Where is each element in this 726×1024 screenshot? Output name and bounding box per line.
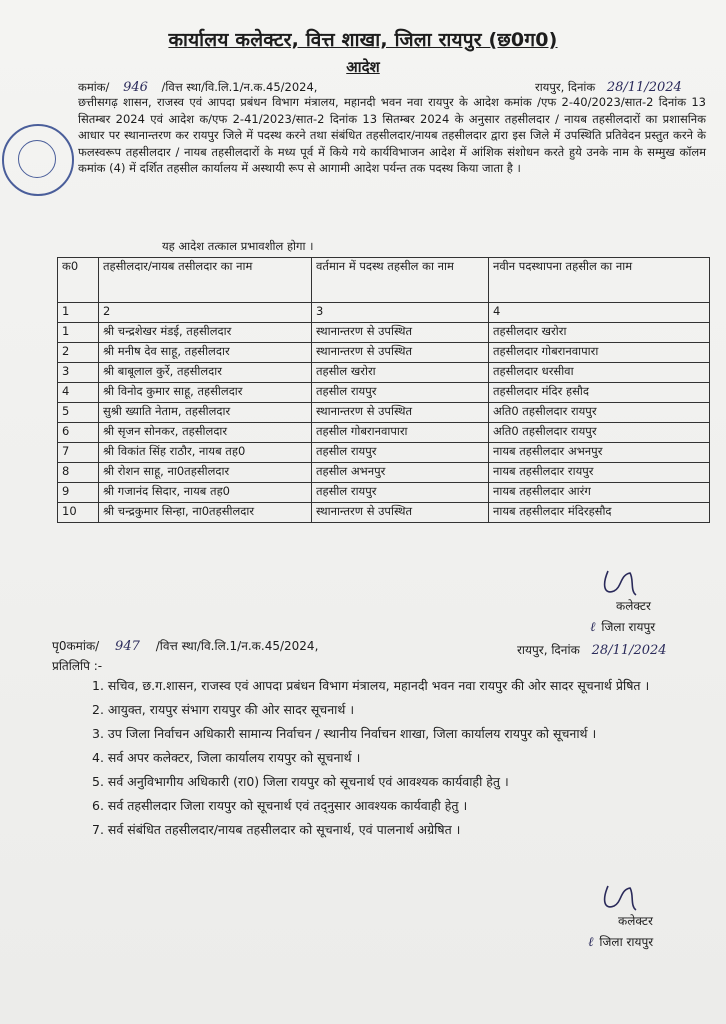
table-cell: 8 xyxy=(58,463,99,483)
table-row xyxy=(58,463,710,483)
table-row xyxy=(58,403,710,423)
table-cell: नायब तहसीलदार मंदिरहसौद xyxy=(489,503,710,523)
table-cell: स्थानान्तरण से उपस्थित xyxy=(312,323,489,343)
table-cell: स्थानान्तरण से उपस्थित xyxy=(312,403,489,423)
table-cell: 1 xyxy=(58,303,99,323)
table-cell: अति0 तहसीलदार रायपुर xyxy=(489,403,710,423)
table-cell: 4 xyxy=(489,303,710,323)
table-cell: 1 xyxy=(58,323,99,343)
table-row xyxy=(58,383,710,403)
endorsement-label: पृ0कमांक/ xyxy=(52,639,100,653)
table-cell: श्री मनीष देव साहू, तहसीलदार xyxy=(99,343,312,363)
signature2-district: ℓ जिला रायपुर xyxy=(588,935,654,950)
table-cell: सुश्री ख्याति नेताम, तहसीलदार xyxy=(99,403,312,423)
table-index-row xyxy=(58,303,710,323)
list-item: 3. उप जिला निर्वाचन अधिकारी सामान्य निर्वाचन / स्थानीय निर्वाचन शाखा, जिला कार्यालय रायपुर को सूचनार्थ । xyxy=(92,726,597,741)
table-cell: स्थानान्तरण से उपस्थित xyxy=(312,503,489,523)
order-heading: आदेश xyxy=(346,58,380,76)
office-title: कार्यालय कलेक्टर, वित्त शाखा, जिला रायपुर (छ0ग0) xyxy=(168,29,558,51)
endorsement-date-line xyxy=(517,641,667,658)
endorsement-ref-line xyxy=(52,637,318,654)
table-cell: तहसीलदार गोबरानवापारा xyxy=(489,343,710,363)
list-item: 5. सर्व अनुविभागीय अधिकारी (रा0) जिला रायपुर को सूचनार्थ एवं आवश्यक कार्यवाही हेतु । xyxy=(92,774,509,789)
table-cell: 2 xyxy=(99,303,312,323)
ref-label: कमांक/ xyxy=(78,80,110,94)
endorsement-number: 947 xyxy=(115,639,140,654)
order-paragraph: छत्तीसगढ़ शासन, राजस्व एवं आपदा प्रबंधन विभाग मंत्रालय, महानदी भवन नवा रायपुर के आदेश कमांक /एफ 2-40/2023/सात-2 दिनांक 13 सितम्बर 2024 एवं आदेश क/एफ 2-41/2023/सात-2 दिनांक 13 सितम्बर 2024 के अनुसार तहसीलदार / नायब तहसीलदारों का प्रशासनिक आधार पर स्थानान्तरण कर रायपुर जिले में पदस्थ करने तथा संबंधित तहसीलदार/नायब तहसीलदार द्वारा इस जिले में उपस्थिति प्रतिवेदन प्रस्तुत करने के फलस्वरूप तहसीलदार / नायब तहसीलदारों के मध्य पूर्व में किये गये कार्यविभाजन आदेश में आंशिक संशोधन करते हुये उनके नाम के सम्मुख कॉलम कमांक (4) में दर्शित तहसील कार्यालय में अस्थायी रूप से आगामी आदेश पर्यन्त तक पदस्थ किया जाता है । xyxy=(78,95,706,176)
signature-district: ℓ जिला रायपुर xyxy=(590,620,656,635)
endorsement-place-date-label: रायपुर, दिनांक xyxy=(517,643,580,657)
table-cell: 3 xyxy=(312,303,489,323)
effect-line: यह आदेश तत्काल प्रभावशील होगा । xyxy=(162,239,314,253)
table-cell: अति0 तहसीलदार रायपुर xyxy=(489,423,710,443)
table-cell: 2 xyxy=(58,343,99,363)
table-cell: श्री रोशन साहू, ना0तहसीलदार xyxy=(99,463,312,483)
place-date-label: रायपुर, दिनांक xyxy=(535,80,596,94)
table-row xyxy=(58,343,710,363)
table-cell: नायब तहसीलदार रायपुर xyxy=(489,463,710,483)
order-date: 28/11/2024 xyxy=(606,80,682,95)
table-cell: तहसील गोबरानवापारा xyxy=(312,423,489,443)
list-item: 4. सर्व अपर कलेक्टर, जिला कार्यालय रायपुर को सूचनार्थ । xyxy=(92,750,361,765)
signature2-title: कलेक्टर xyxy=(618,914,653,928)
table-cell: श्री विनोद कुमार साहू, तहसीलदार xyxy=(99,383,312,403)
table-row xyxy=(58,443,710,463)
table-cell: 9 xyxy=(58,483,99,503)
table-cell: श्री चन्द्रशेखर मंडई, तहसीलदार xyxy=(99,323,312,343)
list-item: 7. सर्व संबंधित तहसीलदार/नायब तहसीलदार को सूचनार्थ, एवं पालनार्थ अग्रेषित । xyxy=(92,822,461,837)
col-header-new: नवीन पदस्थापना तहसील का नाम xyxy=(489,258,710,303)
table-cell: श्री चन्द्रकुमार सिन्हा, ना0तहसीलदार xyxy=(99,503,312,523)
table-cell: 10 xyxy=(58,503,99,523)
table-cell: नायब तहसीलदार अभनपुर xyxy=(489,443,710,463)
initial-mark: ℓ xyxy=(590,620,596,635)
table-cell: नायब तहसीलदार आरंग xyxy=(489,483,710,503)
table-cell: तहसीलदार खरोरा xyxy=(489,323,710,343)
list-item: 2. आयुक्त, रायपुर संभाग रायपुर की ओर सादर सूचनार्थ । xyxy=(92,702,355,717)
table-cell: 5 xyxy=(58,403,99,423)
col-header-name: तहसीलदार/नायब तसीलदार का नाम xyxy=(99,258,312,303)
table-cell: तहसील अभनपुर xyxy=(312,463,489,483)
table-cell: तहसील रायपुर xyxy=(312,483,489,503)
table-cell: स्थानान्तरण से उपस्थित xyxy=(312,343,489,363)
signature-title: कलेक्टर xyxy=(616,599,651,613)
table-cell: श्री गजानंद सिदार, नायब तह0 xyxy=(99,483,312,503)
table-cell: श्री सृजन सोनकर, तहसीलदार xyxy=(99,423,312,443)
table-row xyxy=(58,423,710,443)
copy-label: प्रतिलिपि :- xyxy=(52,659,103,673)
table-cell: श्री बाबूलाल कुर्रे, तहसीलदार xyxy=(99,363,312,383)
table-cell: श्री विकांत सिंह राठौर, नायब तह0 xyxy=(99,443,312,463)
ref-number: 946 xyxy=(123,80,148,95)
order-date-line xyxy=(535,80,682,95)
table-header-row xyxy=(58,258,710,303)
order-ref-line xyxy=(78,80,317,95)
copy-list xyxy=(92,676,712,844)
office-seal xyxy=(2,124,74,196)
endorsement-date: 28/11/2024 xyxy=(591,643,667,658)
table-row xyxy=(58,323,710,343)
table-cell: तहसील खरोरा xyxy=(312,363,489,383)
transfer-table xyxy=(57,257,710,523)
table-row xyxy=(58,503,710,523)
col-header-current: वर्तमान में पदस्थ तहसील का नाम xyxy=(312,258,489,303)
ref-code: /वित्त स्था/वि.लि.1/न.क.45/2024, xyxy=(161,80,318,94)
seal-emblem xyxy=(18,140,56,178)
col-header-serial: क0 xyxy=(58,258,99,303)
list-item: 1. सचिव, छ.ग.शासन, राजस्व एवं आपदा प्रबंधन विभाग मंत्रालय, महानदी भवन नवा रायपुर की ओर सादर सूचनार्थ प्रेषित । xyxy=(92,678,650,693)
table-cell: तहसीलदार धरसीवा xyxy=(489,363,710,383)
table-cell: 7 xyxy=(58,443,99,463)
table-cell: 4 xyxy=(58,383,99,403)
table-cell: तहसीलदार मंदिर हसौद xyxy=(489,383,710,403)
table-row xyxy=(58,483,710,503)
table-cell: 3 xyxy=(58,363,99,383)
initial-mark-2: ℓ xyxy=(588,935,594,950)
table-cell: तहसील रायपुर xyxy=(312,383,489,403)
endorsement-code: /वित्त स्था/वि.लि.1/न.क.45/2024, xyxy=(155,639,319,653)
table-cell: तहसील रायपुर xyxy=(312,443,489,463)
list-item: 6. सर्व तहसीलदार जिला रायपुर को सूचनार्थ एवं तद्नुसार आवश्यक कार्यवाही हेतु । xyxy=(92,798,468,813)
table-row xyxy=(58,363,710,383)
table-cell: 6 xyxy=(58,423,99,443)
